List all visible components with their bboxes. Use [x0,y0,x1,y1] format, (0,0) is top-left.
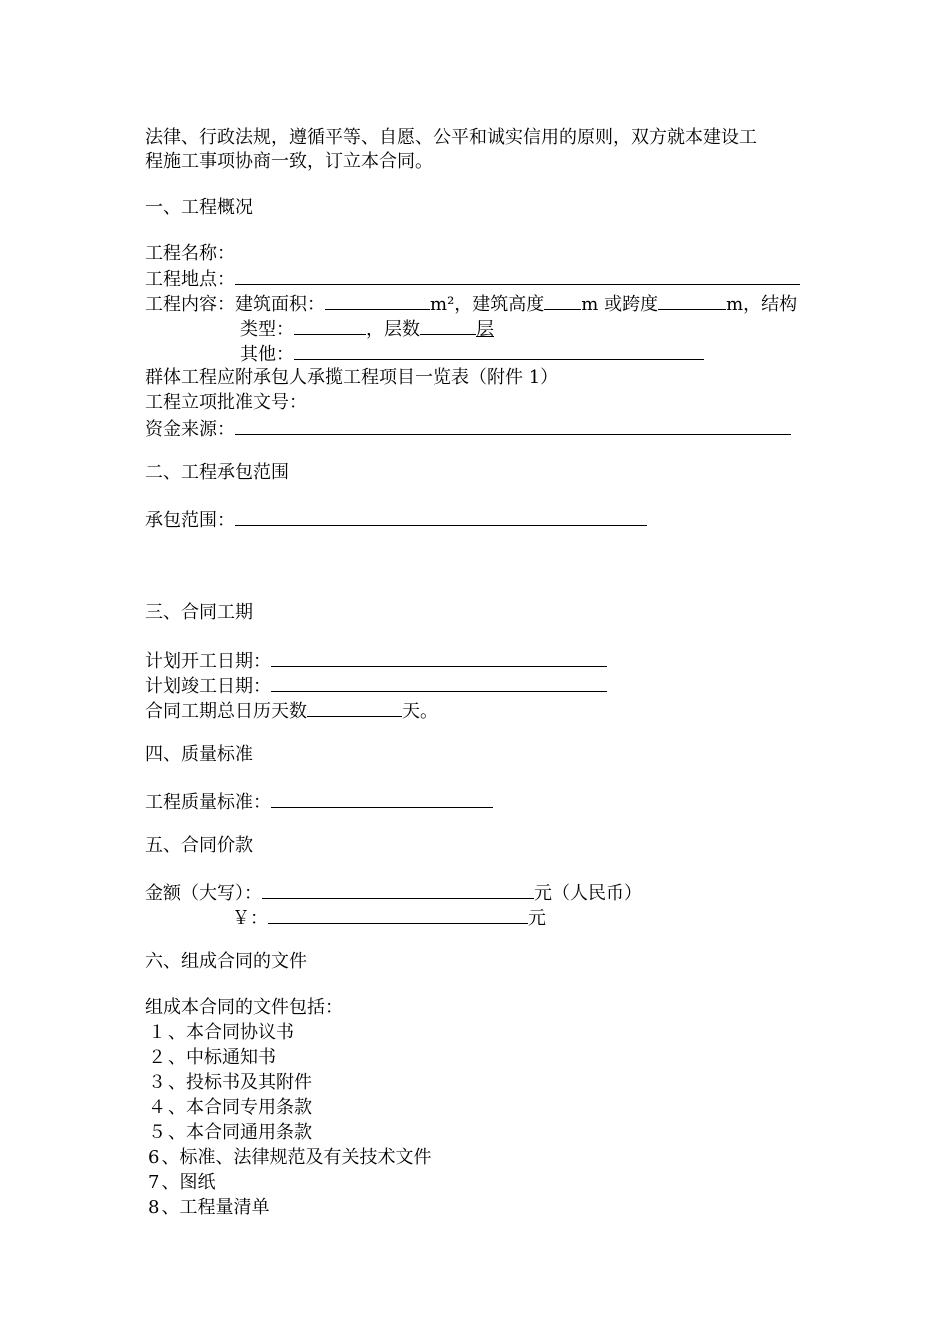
end-date-row [145,673,607,699]
fund-source-label: 资金来源： [145,419,235,440]
floors-unit: 层 [476,319,494,340]
total-days-blank[interactable] [307,698,402,717]
start-date-blank[interactable] [271,648,607,667]
total-days-row [145,698,438,724]
project-content-row [145,291,797,317]
other-blank[interactable] [294,341,704,360]
project-site-label: 工程地点： [145,269,235,290]
building-height-blank[interactable] [544,291,581,310]
project-name-row [145,242,235,266]
structure-type-blank[interactable] [294,316,366,335]
amount-blank[interactable] [262,880,534,899]
building-height-unit: m 或跨度 [581,294,659,315]
yen-label: ￥： [232,908,268,929]
building-area-unit: m²，建筑高度 [430,294,545,315]
quality-standard-label: 工程质量标准： [145,792,271,813]
amount-label: 金额（大写）： [145,883,262,904]
scope-label: 承包范围： [145,510,235,531]
section-4-heading: 四、质量标准 [145,744,253,765]
list-item: ２、中标通知书 [148,1047,276,1068]
amount-unit: 元（人民币） [534,883,642,904]
section-3-heading: 三、合同工期 [145,602,253,623]
quality-standard-blank[interactable] [271,789,493,808]
start-date-row [145,648,607,674]
list-item: ５、本合同通用条款 [148,1122,312,1143]
list-item: ３、投标书及其附件 [148,1072,312,1093]
section-5-heading: 五、合同价款 [145,835,253,856]
approval-number-label: 工程立项批准文号： [145,392,307,413]
other-label: 其他： [240,344,294,365]
group-note: 群体工程应附承包人承揽工程项目一览表（附件 1） [145,367,559,388]
amount-row [145,880,642,906]
scope-row [145,507,647,533]
list-item: ４、本合同专用条款 [148,1097,312,1118]
structure-type-row [240,316,494,342]
total-days-unit: 天。 [402,701,438,722]
section-1-heading: 一、工程概况 [145,197,253,218]
floors-blank[interactable] [420,316,476,335]
list-item: 6、标准、法律规范及有关技术文件 [148,1147,432,1168]
building-area-blank[interactable] [325,291,430,310]
list-item: 7、图纸 [148,1172,216,1193]
floors-label: ，层数 [366,319,420,340]
intro-line-2: 程施工事项协商一致，订立本合同。 [145,151,433,172]
fund-source-blank[interactable] [235,416,791,435]
project-name-label: 工程名称： [145,243,235,264]
yen-blank[interactable] [268,905,528,924]
project-site-row [145,266,800,292]
structure-type-label: 类型： [240,319,294,340]
other-row [240,341,704,367]
yen-unit: 元 [528,908,546,929]
end-date-blank[interactable] [271,673,607,692]
list-item: １、本合同协议书 [148,1022,294,1043]
span-unit: m，结构 [726,294,798,315]
project-site-blank[interactable] [235,266,800,285]
building-area-label: 建筑面积： [235,294,325,315]
scope-blank[interactable] [235,507,647,526]
total-days-label: 合同工期总日历天数 [145,701,307,722]
project-content-label: 工程内容： [145,294,235,315]
start-date-label: 计划开工日期： [145,651,271,672]
quality-standard-row [145,789,493,815]
span-blank[interactable] [658,291,726,310]
fund-source-row [145,416,791,442]
section-2-heading: 二、工程承包范围 [145,462,289,483]
documents-intro: 组成本合同的文件包括： [145,997,343,1018]
list-item: 8、工程量清单 [148,1197,270,1218]
intro-line-1: 法律、行政法规，遵循平等、自愿、公平和诚实信用的原则，双方就本建设工 [145,127,757,148]
section-6-heading: 六、组成合同的文件 [145,951,307,972]
end-date-label: 计划竣工日期： [145,676,271,697]
yen-row [232,905,546,931]
